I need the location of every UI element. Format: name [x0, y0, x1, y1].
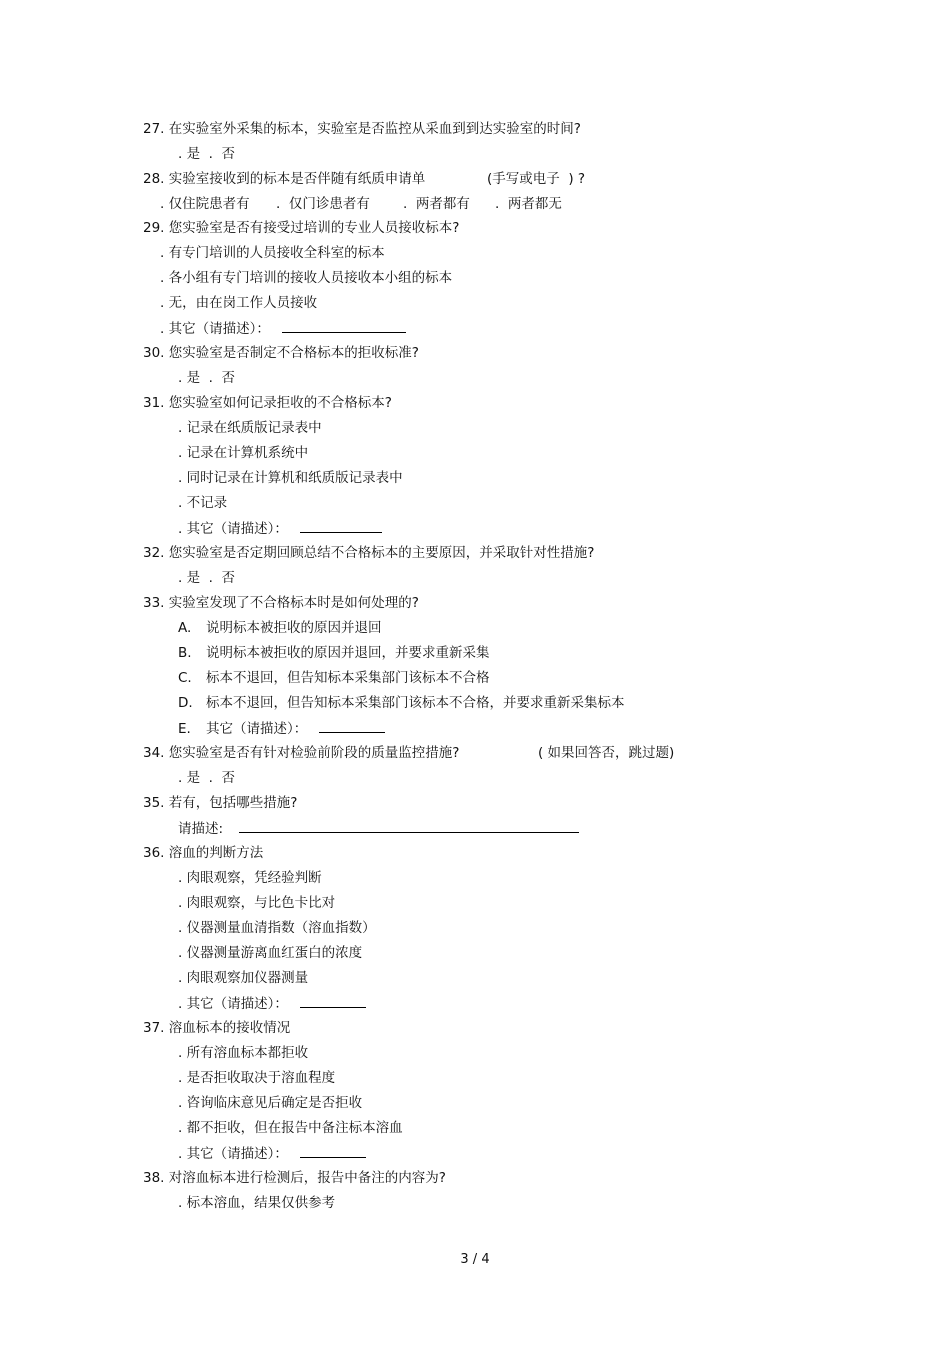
question-28-option-3: . 两者都有: [403, 196, 470, 212]
question-31-option: [178, 518, 382, 539]
question-28-note: (手写或电子 ) ?: [487, 171, 586, 187]
question-36: 36. 溶血的判断方法: [143, 845, 264, 861]
question-37-option: . 咨询临床意见后确定是否拒收: [178, 1095, 363, 1111]
question-33-option-a: [178, 618, 382, 638]
question-34: 34. 您实验室是否有针对检验前阶段的质量监控措施?: [143, 745, 460, 761]
question-34-options: . 是 . 否: [178, 770, 236, 786]
question-32-options: . 是 . 否: [178, 570, 236, 586]
question-36-option: [178, 993, 366, 1014]
fill-blank[interactable]: [282, 318, 406, 333]
question-38-option: . 标本溶血，结果仅供参考: [178, 1195, 336, 1211]
question-34-note: ( 如果回答否，跳过题): [538, 745, 675, 761]
question-36-option: . 肉眼观察，与比色卡比对: [178, 895, 336, 911]
fill-blank[interactable]: [239, 818, 579, 833]
option-letter: C.: [178, 670, 192, 686]
question-37-option: . 都不拒收，但在报告中备注标本溶血: [178, 1120, 403, 1136]
page-number: 3 / 4: [460, 1252, 490, 1267]
option-letter: E.: [178, 721, 191, 737]
option-text: 标本不退回，但告知标本采集部门该标本不合格，并要求重新采集标本: [206, 695, 625, 711]
question-29-option: . 各小组有专门培训的接收人员接收本小组的标本: [160, 270, 453, 286]
option-text: . 其它（请描述）：: [178, 996, 288, 1012]
question-29-option: [160, 318, 406, 339]
fill-blank[interactable]: [300, 1143, 366, 1158]
question-29-option: . 有专门培训的人员接收全科室的标本: [160, 245, 385, 261]
question-27: 27. 在实验室外采集的标本，实验室是否监控从采血到到达实验室的时间?: [143, 121, 581, 137]
question-35-prompt: [178, 818, 579, 839]
question-36-option: . 肉眼观察，凭经验判断: [178, 870, 322, 886]
question-36-option: . 仪器测量血清指数（溶血指数）: [178, 920, 376, 936]
question-31-option: . 记录在纸质版记录表中: [178, 420, 322, 436]
option-text: 说明标本被拒收的原因并退回: [206, 620, 382, 636]
question-31-option: . 不记录: [178, 495, 228, 511]
question-38: 38. 对溶血标本进行检测后，报告中备注的内容为?: [143, 1170, 446, 1186]
question-30: 30. 您实验室是否制定不合格标本的拒收标准?: [143, 345, 419, 361]
option-text: . 其它（请描述）：: [178, 521, 288, 537]
question-33-option-d: [178, 693, 625, 713]
option-text: . 其它（请描述）：: [160, 321, 270, 337]
question-36-option: . 肉眼观察加仪器测量: [178, 970, 309, 986]
prompt-text: 请描述:: [178, 821, 224, 837]
question-28: 28. 实验室接收到的标本是否伴随有纸质申请单: [143, 171, 426, 187]
option-letter: D.: [178, 695, 193, 711]
question-37-option: [178, 1143, 366, 1164]
question-36-option: . 仪器测量游离血红蛋白的浓度: [178, 945, 363, 961]
question-28-option-1: . 仅住院患者有: [160, 196, 250, 212]
question-29-option: . 无，由在岗工作人员接收: [160, 295, 318, 311]
fill-blank[interactable]: [300, 993, 366, 1008]
question-35: 35. 若有，包括哪些措施?: [143, 795, 298, 811]
question-32: 32. 您实验室是否定期回顾总结不合格标本的主要原因，并采取针对性措施?: [143, 545, 595, 561]
question-33-option-e: [178, 718, 385, 739]
question-28-option-2: . 仅门诊患者有: [276, 196, 370, 212]
question-33-option-c: [178, 668, 490, 688]
fill-blank[interactable]: [300, 518, 382, 533]
option-text: 说明标本被拒收的原因并退回，并要求重新采集: [206, 645, 490, 661]
question-37-option: . 所有溶血标本都拒收: [178, 1045, 309, 1061]
question-27-options: . 是 . 否: [178, 146, 236, 162]
option-letter: B.: [178, 645, 192, 661]
question-37-option: . 是否拒收取决于溶血程度: [178, 1070, 336, 1086]
question-28-option-4: . 两者都无: [495, 196, 562, 212]
option-letter: A.: [178, 620, 192, 636]
question-31-option: . 记录在计算机系统中: [178, 445, 309, 461]
question-37: 37. 溶血标本的接收情况: [143, 1020, 291, 1036]
question-29: 29. 您实验室是否有接受过培训的专业人员接收标本?: [143, 220, 460, 236]
option-text: . 其它（请描述）：: [178, 1146, 288, 1162]
question-31-option: . 同时记录在计算机和纸质版记录表中: [178, 470, 403, 486]
fill-blank[interactable]: [319, 718, 385, 733]
question-30-options: . 是 . 否: [178, 370, 236, 386]
question-33: 33. 实验室发现了不合格标本时是如何处理的?: [143, 595, 419, 611]
question-31: 31. 您实验室如何记录拒收的不合格标本?: [143, 395, 392, 411]
option-text: 标本不退回，但告知标本采集部门该标本不合格: [206, 670, 490, 686]
option-text: 其它（请描述）：: [206, 721, 308, 737]
question-33-option-b: [178, 643, 490, 663]
